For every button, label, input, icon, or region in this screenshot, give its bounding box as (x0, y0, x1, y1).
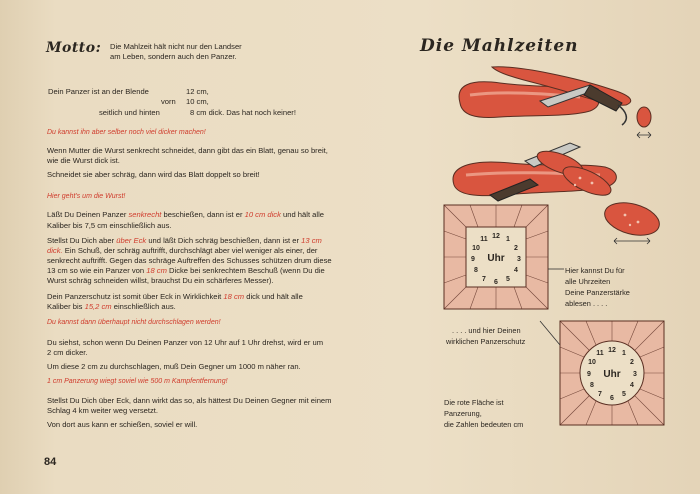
dial-1-hour-5: 5 (506, 276, 510, 283)
caption-1-line-3: Deine Panzerstärke (565, 288, 630, 297)
dial-2-hour-2: 2 (630, 359, 634, 366)
red-note-3: Du kannst dann überhaupt nicht durchschlagen werden! (47, 319, 221, 326)
p3-text-4c: Dicke bei senkrechtem Beschuß (wenn Du die (169, 266, 325, 275)
dial-1-center-label: Uhr (487, 253, 505, 264)
dial-2-hour-1: 1 (622, 350, 626, 357)
caption-1-line-4: ablesen . . . . (565, 299, 608, 308)
page-number: 84 (44, 456, 57, 468)
p3-text-c: und läßt Dich schräg beschießen, dann ist er (148, 236, 300, 245)
p3-text-4a: 13 cm so wie ein Panzer von (47, 266, 145, 275)
motto-line-2: am Leben, sondern auch den Panzer. (110, 52, 237, 61)
paragraph-3-line-1 (47, 236, 322, 247)
paragraph-1-line-1: Wenn Mutter die Wurst senkrecht schneidet, dann gibt das ein Blatt, genau so breit, (47, 146, 328, 155)
dial-2-hour-7: 7 (598, 391, 602, 398)
dial-1-hour-8: 8 (474, 267, 478, 274)
caption-3-line-1: Die rote Fläche ist (444, 398, 504, 407)
dial-1-hour-11: 11 (480, 236, 488, 243)
p3-text-a: Stellst Du Dich aber (47, 236, 115, 245)
caption-3-line-2: Panzerung, (444, 409, 482, 418)
caption-1-line-2: alle Uhrzeiten (565, 277, 611, 286)
paragraph-1-line-3: Schneidet sie aber schräg, dann wird das Blatt doppelt so breit! (47, 170, 260, 179)
dial-2-center-label: Uhr (603, 369, 621, 380)
red-note-1: Du kannst ihn aber selber noch viel dicker machen! (47, 129, 206, 136)
sausage-knife-illustration (459, 67, 651, 138)
p2-text-e: und hält alle (283, 210, 324, 219)
paragraph-5-line-1: Du siehst, schon wenn Du Deinen Panzer von 12 Uhr auf 1 Uhr drehst, wird er um (47, 338, 324, 347)
paragraph-3-line-3: senkrecht auftrifft. Gegen das schräge Auftreffen des Schusses schützen drum diese (47, 256, 332, 265)
armor-line-1-label: Dein Panzer ist an der Blende (48, 87, 149, 96)
paragraph-2-line-1 (47, 210, 324, 221)
dial-2-hour-10: 10 (588, 359, 596, 366)
p2-text-a: Läßt Du Deinen Panzer (47, 210, 127, 219)
armor-line-3-label: seitlich und hinten (99, 108, 160, 117)
dial-2-hour-8: 8 (590, 382, 594, 389)
p4-text-2c: einschließlich aus. (113, 302, 176, 311)
caption-3-line-3: die Zahlen bedeuten cm (444, 420, 524, 429)
paragraph-2-line-2: Kaliber bis 7,5 cm einschließlich aus. (47, 221, 172, 230)
p3-13cm: 13 cm (301, 236, 322, 245)
dial-2-hour-9: 9 (587, 371, 591, 378)
p4-15-2cm: 15,2 cm (84, 302, 112, 311)
dial-2-hour-11: 11 (596, 350, 604, 357)
paragraph-4-line-2 (47, 302, 176, 313)
armor-dial-2 (560, 321, 664, 425)
p2-senkrecht: senkrecht (128, 210, 162, 219)
dial-1-hour-12: 12 (492, 233, 500, 240)
caption-2-line-1: . . . . und hier Deinen (452, 326, 521, 335)
armor-line-2-label: vorn (161, 97, 176, 106)
p3-text-b: Ein Schuß, der schräg auftrifft, durchschlägt aber viel weniger als einer, der (64, 246, 318, 255)
p2-text-c: beschießen, dann ist er (163, 210, 243, 219)
dial-1-hour-10: 10 (472, 245, 480, 252)
paragraph-5-line-3: Um diese 2 cm zu durchschlagen, muß Dein Gegner um 1000 m näher ran. (47, 362, 301, 371)
p3-ueber-eck: über Eck (116, 236, 147, 245)
dial-2-hour-6: 6 (610, 395, 614, 402)
paragraph-3-line-2 (47, 246, 317, 257)
paragraph-3-line-5: Wurst schräg schneiden willst, brauchst Du ein schärferes Messer). (47, 276, 274, 285)
dial-1-hour-2: 2 (514, 245, 518, 252)
caption-1-line-1: Hier kannst Du für (565, 266, 625, 275)
p3-18cm: 18 cm (146, 266, 167, 275)
p3-dick: dick. (47, 246, 63, 255)
paragraph-4-line-1 (47, 292, 303, 303)
p4-text-c: dick und hält alle (246, 292, 303, 301)
armor-line-1-value: 12 cm, (186, 87, 209, 96)
page-heading: Die Mahlzeiten (420, 36, 579, 56)
dial-2-hour-4: 4 (630, 382, 634, 389)
dial-1-hour-9: 9 (471, 256, 475, 263)
armor-line-3-value: 8 cm dick. Das hat noch keiner! (190, 108, 296, 117)
p4-18cm: 18 cm (223, 292, 245, 301)
dial-2-hour-3: 3 (633, 371, 637, 378)
dial-2-hour-12: 12 (608, 347, 616, 354)
paragraph-1-line-2: wie die Wurst dick ist. (47, 156, 120, 165)
paragraph-5-line-2: 2 cm dicker. (47, 348, 88, 357)
paragraph-6-line-2: Schlag 4 km weiter weg versetzt. (47, 406, 158, 415)
caption-2-line-2: wirklichen Panzerschutz (446, 337, 526, 346)
caption-2-pointer (540, 321, 560, 345)
dial-1-hour-3: 3 (517, 256, 521, 263)
armor-line-2-value: 10 cm, (186, 97, 209, 106)
illustration (430, 55, 692, 455)
dial-1-hour-1: 1 (506, 236, 510, 243)
red-note-2: Hier geht's um die Wurst! (47, 193, 126, 200)
dial-1-hour-4: 4 (514, 267, 518, 274)
dial-2-hour-5: 5 (622, 391, 626, 398)
dial-1-hour-7: 7 (482, 276, 486, 283)
paragraph-3-line-4 (47, 266, 325, 277)
p4-text-2a: Kaliber bis (47, 302, 83, 311)
red-note-4: 1 cm Panzerung wiegt soviel wie 500 m Kampfentfernung! (47, 378, 228, 385)
dial-1-hour-6: 6 (494, 279, 498, 286)
p2-10cm: 10 cm dick (244, 210, 281, 219)
motto-line-1: Die Mahlzeit hält nicht nur den Landser (110, 42, 242, 51)
armor-dial-1 (444, 205, 548, 309)
p4-text-a: Dein Panzerschutz ist somit über Eck in Wirklichkeit (47, 292, 222, 301)
motto-label: Motto: (46, 40, 102, 56)
paragraph-6-line-1: Stellst Du Dich über Eck, dann wirkt das so, als hättest Du Deinen Gegner mit einem (47, 396, 332, 405)
paragraph-6-line-3: Von dort aus kann er schießen, soviel er will. (47, 420, 198, 429)
